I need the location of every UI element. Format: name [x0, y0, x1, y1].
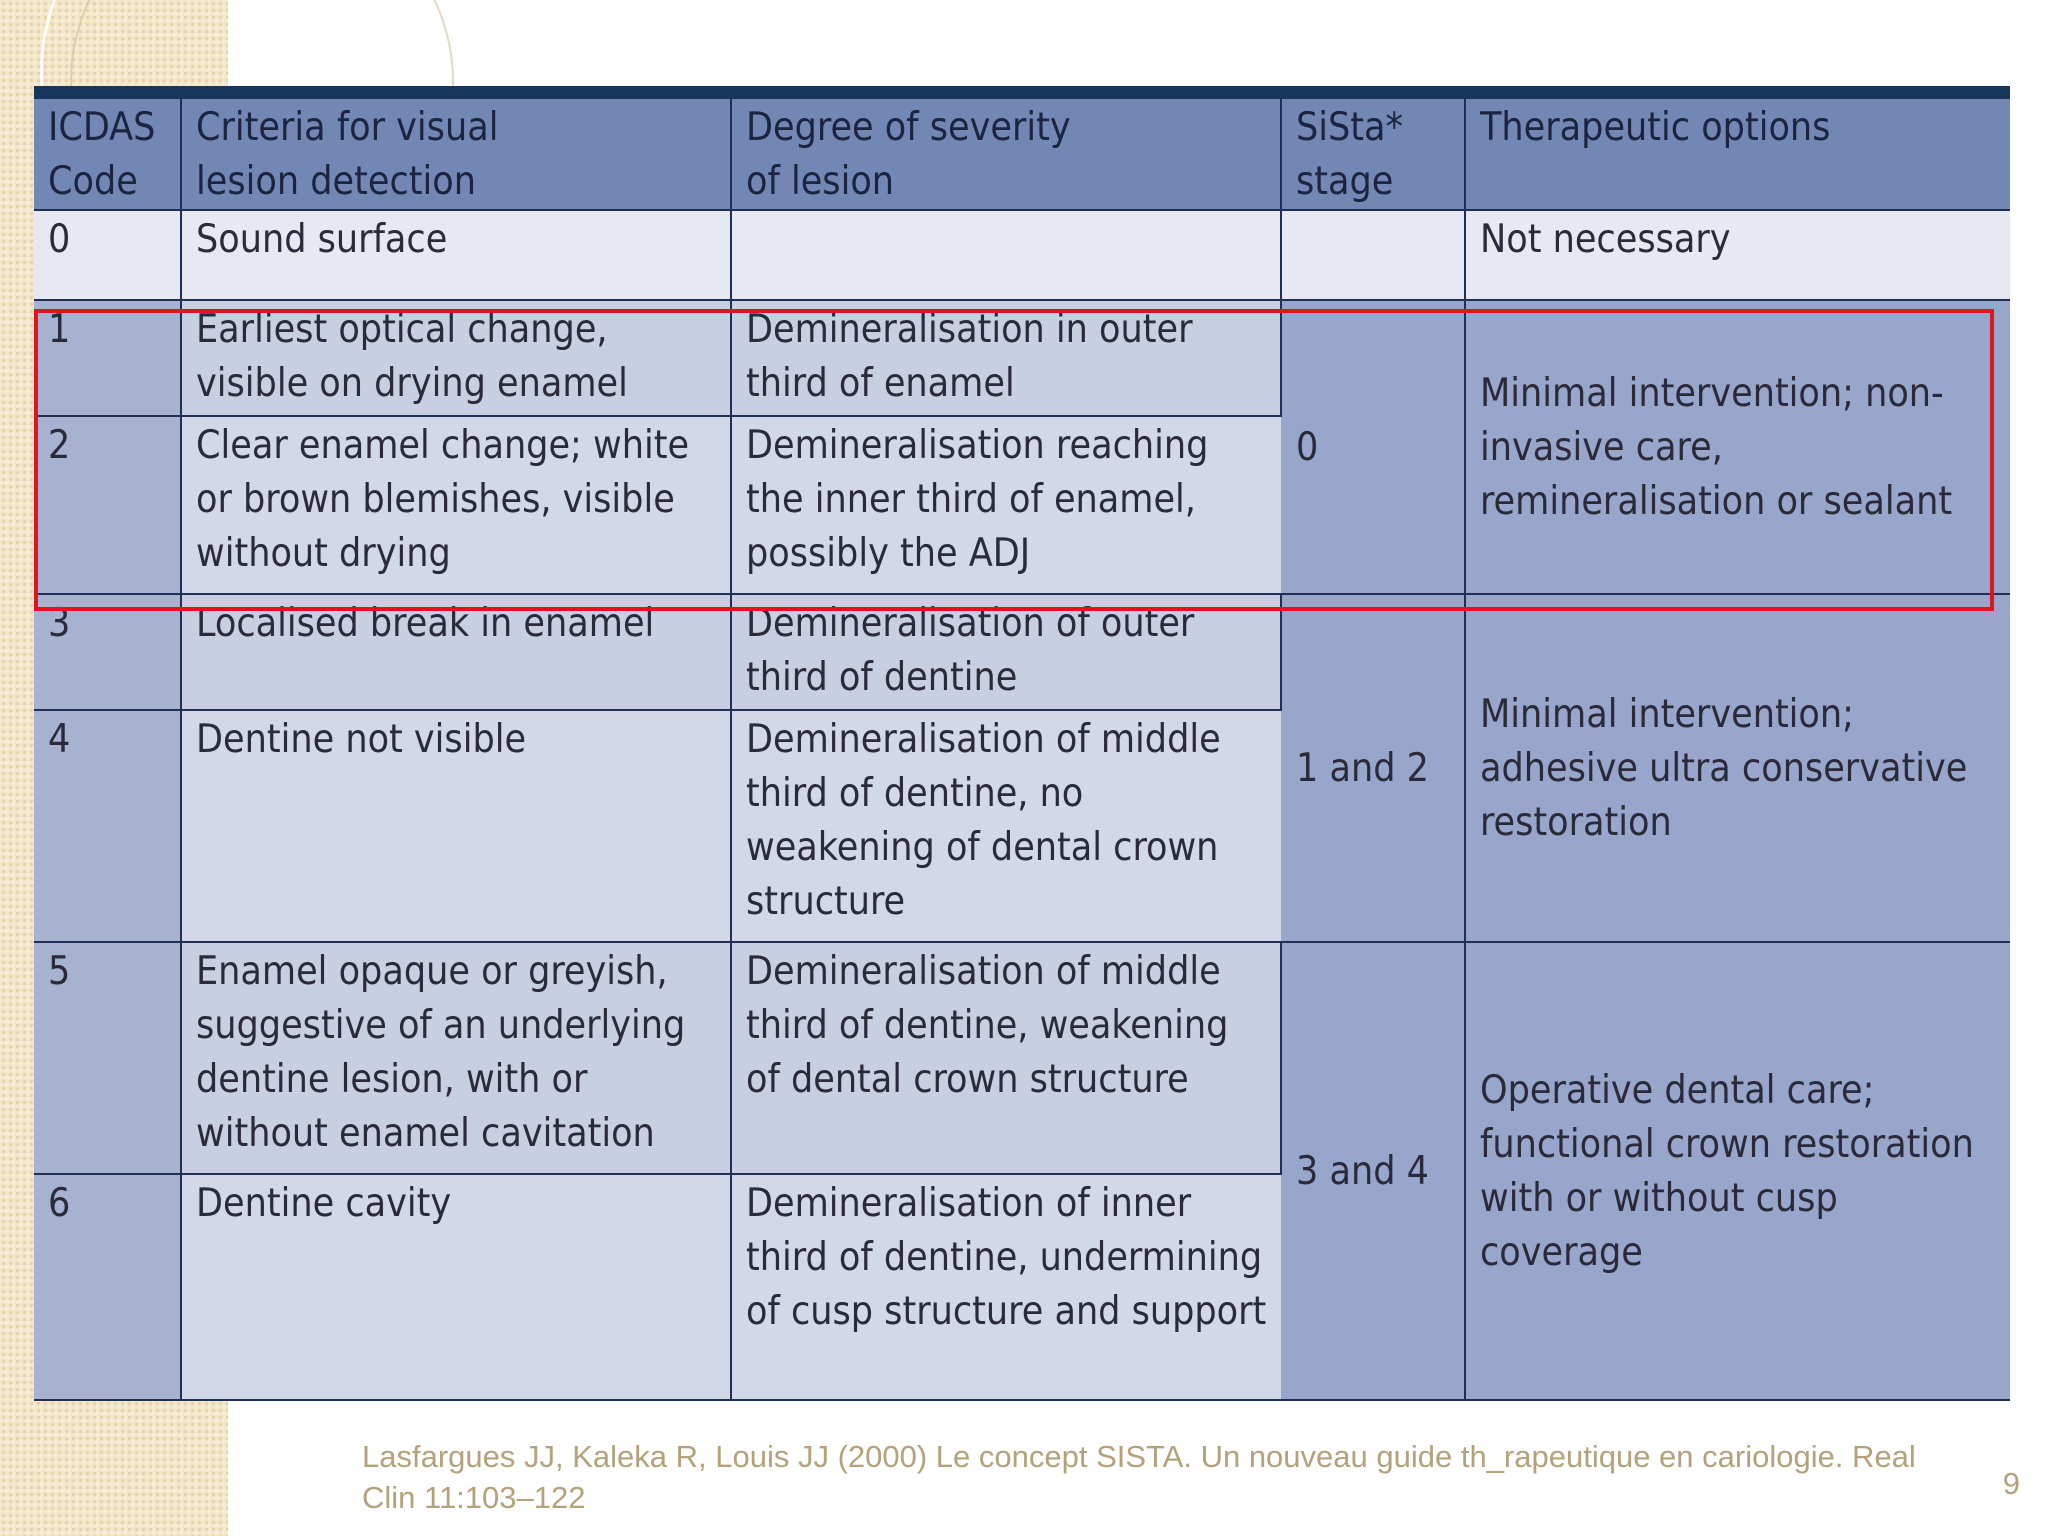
criteria-cell: Dentine not visible	[181, 710, 731, 942]
page-number: 9	[2002, 1466, 2020, 1501]
criteria-cell: Clear enamel change; white or brown blemishes, visible without drying	[181, 416, 731, 594]
therapy-cell: Minimal intervention; adhesive ultra conservative restoration	[1465, 594, 2010, 942]
code-cell: 4	[34, 710, 181, 942]
criteria-cell: Earliest optical change, visible on drying enamel	[181, 300, 731, 416]
header-icdas-code: ICDAS Code	[34, 99, 181, 210]
table-top-bar	[34, 86, 2010, 99]
therapy-cell: Minimal intervention; non-invasive care, remineralisation or sealant	[1465, 300, 2010, 594]
table-row	[34, 594, 2010, 710]
header-criteria: Criteria for visual lesion detection	[181, 99, 731, 210]
therapy-cell: Operative dental care; functional crown restoration with or without cusp coverage	[1465, 942, 2010, 1400]
icdas-table-container	[34, 86, 2010, 1416]
severity-cell: Demineralisation of inner third of dentine, undermining of cusp structure and support	[731, 1174, 1281, 1400]
header-sista-stage: SiSta* stage	[1281, 99, 1465, 210]
code-cell: 5	[34, 942, 181, 1174]
header-therapeutic-options: Therapeutic options	[1465, 99, 2010, 210]
severity-cell	[731, 210, 1281, 300]
criteria-cell: Enamel opaque or greyish, suggestive of an underlying dentine lesion, with or without enamel cavitation	[181, 942, 731, 1174]
stage-cell: 1 and 2	[1281, 594, 1465, 942]
stage-cell: 3 and 4	[1281, 942, 1465, 1400]
code-cell: 6	[34, 1174, 181, 1400]
table-row	[34, 210, 2010, 300]
icdas-table	[34, 99, 2010, 1401]
citation: Lasfargues JJ, Kaleka R, Louis JJ (2000) Le concept SISTA. Un nouveau guide th_rapeutique en cariologie. Real Clin 11:103–122	[362, 1439, 1916, 1515]
table-header-row	[34, 99, 2010, 210]
stage-cell: 0	[1281, 300, 1465, 594]
code-cell: 3	[34, 594, 181, 710]
table-row	[34, 300, 2010, 416]
severity-cell: Demineralisation of middle third of dentine, weakening of dental crown structure	[731, 942, 1281, 1174]
criteria-cell: Dentine cavity	[181, 1174, 731, 1400]
code-cell: 0	[34, 210, 181, 300]
therapy-cell: Not necessary	[1465, 210, 2010, 300]
code-cell: 1	[34, 300, 181, 416]
criteria-cell: Localised break in enamel	[181, 594, 731, 710]
table-row	[34, 942, 2010, 1174]
code-cell: 2	[34, 416, 181, 594]
severity-cell: Demineralisation in outer third of enamel	[731, 300, 1281, 416]
severity-cell: Demineralisation of middle third of dentine, no weakening of dental crown structure	[731, 710, 1281, 942]
severity-cell: Demineralisation of outer third of dentine	[731, 594, 1281, 710]
severity-cell: Demineralisation reaching the inner third of enamel, possibly the ADJ	[731, 416, 1281, 594]
header-severity: Degree of severity of lesion	[731, 99, 1281, 210]
stage-cell	[1281, 210, 1465, 300]
criteria-cell: Sound surface	[181, 210, 731, 300]
